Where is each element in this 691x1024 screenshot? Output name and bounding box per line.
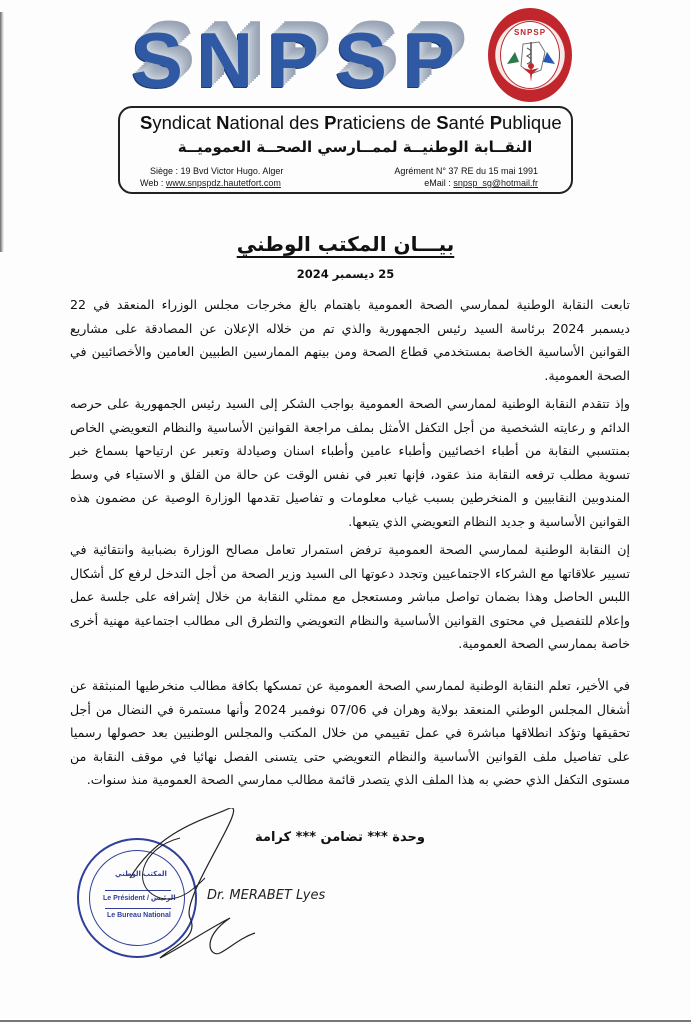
siege-address: Siège : 19 Bvd Victor Hugo. Alger bbox=[150, 166, 284, 176]
union-motto: وحدة *** تضامن *** كرامة bbox=[255, 830, 425, 845]
name-part: ublique bbox=[502, 112, 562, 133]
emblem-label: SNPSP bbox=[513, 28, 547, 37]
website-link[interactable]: www.snpspdz.hautetfort.com bbox=[165, 178, 281, 188]
title-text: بيـــان المكتب الوطني bbox=[236, 232, 455, 256]
name-part: raticiens de bbox=[336, 112, 437, 133]
french-union-name bbox=[140, 112, 560, 134]
name-initial: S bbox=[140, 112, 153, 133]
stamp-bureau-text: Le Bureau National bbox=[107, 912, 171, 919]
registration-block bbox=[388, 165, 538, 189]
logo-letter: S bbox=[334, 16, 388, 104]
snpsp-logo bbox=[128, 12, 458, 102]
web-label: Web : bbox=[140, 178, 166, 188]
email-label: eMail : bbox=[424, 178, 454, 188]
logo-letter: S bbox=[130, 16, 184, 104]
email-line bbox=[388, 177, 538, 189]
stamp-top-text: المكتب الوطني bbox=[115, 871, 167, 878]
page-bottom-edge bbox=[0, 1020, 691, 1022]
agrement-number: Agrément N° 37 RE du 15 mai 1991 bbox=[394, 166, 538, 176]
logo-letter: P bbox=[402, 16, 456, 104]
paragraph-thanks-concerns: وإذ تتقدم النقابة الوطنية لممارسي الصحة العمومية بواجب الشكر إلى السيد رئيس الجمهورية على حرصه الدائم و رعايته الشخصية من أجل التكفل الأمثل بملف مراجعة القوانين الأساسية والنظام التعويضي الخاص بمنتسبي النقابة من أطباء اخصائيين وأطباء عامين وأطباء اسنان وصيادلة وتعبر عن ارتياحها بسماع خبر تسوية مطلب ترفعه النقابة منذ عقود، فإنها تعبر في نفس الوقت عن حالة من القلق و الاستياء في وسط المندوبين النقابيين و المنخرطين بسبب غياب معلومات و تفاصيل تقدمها الوزارة الوصية عن مضمون هذه القوانين الأساسية و جديد النظام التعويضي الذي يتبعها. bbox=[70, 396, 630, 529]
name-initial: P bbox=[489, 112, 503, 133]
caduceus-map-icon bbox=[501, 22, 560, 89]
paragraph-council-outcomes: تابعت النقابة الوطنية لممارسي الصحة العمومية باهتمام بالغ مخرجات مجلس الوزراء المنعقد في 22 ديسمبر 2024 برئاسة السيد رئيس الجمهورية والذي تم من خلاله الإعلان عن المصادقة على مشاريع القوانين الأساسية الخاصة بمستخدمي قطاع الصحة ومن بينهم الممارسين الطبيين العامين والأخصائيين في الصحة العمومية. bbox=[70, 297, 630, 383]
paragraph-ministry-demand: إن النقابة الوطنية لممارسي الصحة العمومية ترفض استمرار تعامل مصالح الوزارة بضبابية وانتقائية في تسيير علاقاتها مع الشركاء الاجتماعيين وتجدد دعوتها الى السيد وزير الصحة من أجل التدخل لرفع كل أشكال اللبس الحاصل وهذا بضمان تواصل مباشر ومستعجل مع ممثلي النقابة من خلال إشرافه على جلسة عمل وإعلام للتفصيل في محتوى القوانين الأساسية والنظام التعويضي والتطرق الى مطالب اجتماعية مهنية أخرى خاصة بممارسي الصحة العمومية. bbox=[70, 542, 630, 651]
email-link[interactable]: snpsp_sg@hotmail.fr bbox=[453, 178, 538, 188]
emblem-center bbox=[500, 21, 560, 89]
address-block bbox=[140, 165, 283, 189]
scan-edge-shadow bbox=[0, 12, 4, 252]
name-initial: N bbox=[216, 112, 230, 133]
stamp-president-text: Le Président / الرئيس bbox=[103, 895, 176, 902]
name-part: anté bbox=[448, 112, 490, 133]
name-part: ational des bbox=[229, 112, 325, 133]
union-emblem-seal bbox=[488, 8, 572, 102]
name-initial: P bbox=[324, 112, 337, 133]
signatory-name: Dr. MERABET Lyes bbox=[207, 888, 326, 903]
document-date: 25 ديسمبر 2024 bbox=[296, 267, 395, 281]
arabic-union-name: النقــابة الوطنيــة لممــارسي الصحــة العموميــة bbox=[177, 138, 533, 156]
website-line bbox=[140, 177, 283, 189]
name-initial: S bbox=[436, 112, 449, 133]
logo-letter: P bbox=[266, 16, 320, 104]
name-part: yndicat bbox=[152, 112, 217, 133]
paragraph-conclusion: في الأخير، تعلم النقابة الوطنية لممارسي الصحة العمومية عن تمسكها بكافة مطالب منخرطيها المنبثقة عن أشغال المجلس الوطني المنعقد بولاية وهران في 07/06 نوفمبر 2024 وأنها مستمرة في النضال من أجل تحقيقها وتؤكد انطلاقها مباشرة في عمل تقييمي من خلال المكتب والمجلس الوطنيين بعد حصولها رسميا على تفاصيل ملف القوانين الأساسية والنظام التعويضي حتى يتسنى الفصل نهائيا في موقف النقابة من مستوى التكفل الذي حضي به هذا الملف الذي يتصدر قائمة مطالب ممارسي الصحة العمومية منذ سنوات. bbox=[70, 678, 630, 787]
logo-letter: N bbox=[196, 16, 254, 104]
document-title bbox=[0, 232, 691, 256]
